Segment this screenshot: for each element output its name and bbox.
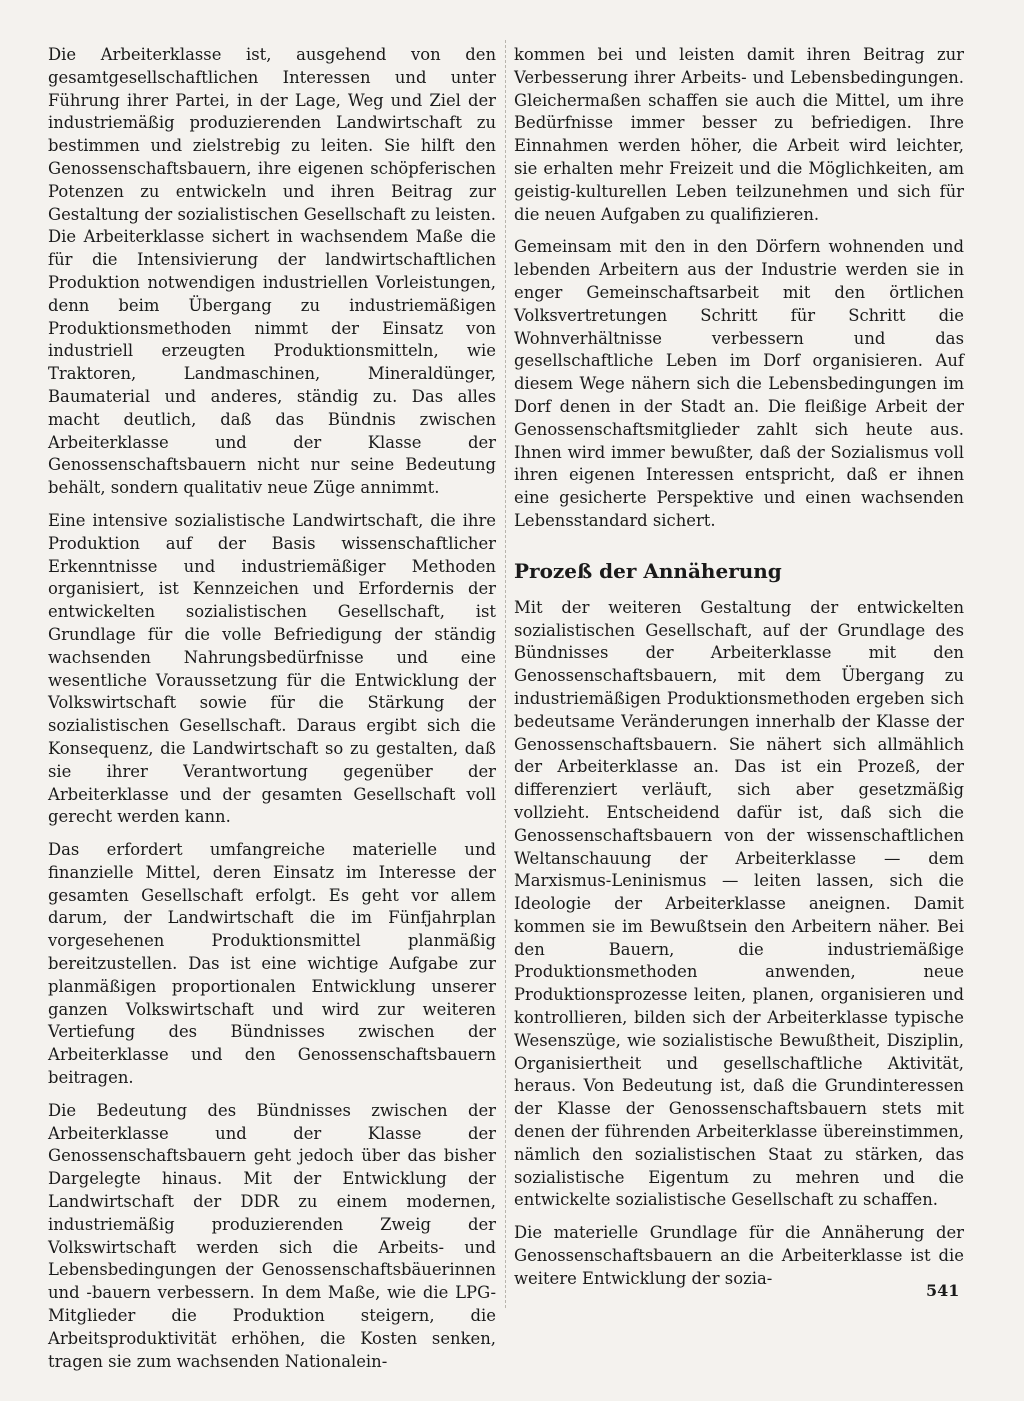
paragraph: Gemeinsam mit den in den Dörfern wohnenden und lebenden Arbeitern aus der Industrie werden sie in enger Gemeinschaftsarbeit mit den örtlichen Volksvertretungen Schritt für Schritt die Wohnverhältnisse verbessern und das gesellschaftliche Leben im Dorf organisieren. Auf diesem Wege nähern sich die Lebensbedingungen im Dorf denen in der Stadt an. Die fleißige Arbeit der Genossenschaftsmitglieder zahlt sich heute aus. Ihnen wird immer bewußter, daß der Sozialismus voll ihren eigenen Interessen entspricht, daß er ihnen eine gesicherte Perspektive und einen wachsenden Lebensstandard sichert. [514,237,964,530]
paragraph: Das erfordert umfangreiche materielle und finanzielle Mittel, deren Einsatz im Interesse der gesamten Gesellschaft erfolgt. Es geht vor allem darum, der Landwirtschaft die im Fünfjahrplan vorgesehenen Produktionsmittel planmäßig bereitzustellen. Das ist eine wichtige Aufgabe zur planmäßigen proportionalen Entwicklung unserer ganzen Volkswirtschaft und wird zur weiteren Vertiefung des Bündnisses zwischen der Arbeiterklasse und den Genossenschaftsbauern beitragen. [48,840,496,1088]
left-column [48,44,496,1383]
paragraph: Eine intensive sozialistische Landwirtschaft, die ihre Produktion auf der Basis wissenschaftlicher Erkenntnisse und industriemäßiger Methoden organisiert, ist Kennzeichen und Erfordernis der entwickelten sozialistischen Gesellschaft, ist Grundlage für die volle Befriedigung der ständig wachsenden Nahrungsbedürfnisse und eine wesentliche Voraussetzung für die Entwicklung der Volkswirtschaft sowie für die Stärkung der sozialistischen Gesellschaft. Daraus ergibt sich die Konsequenz, die Landwirtschaft so zu gestalten, daß sie ihrer Verantwortung gegenüber der Arbeiterklasse und der gesamten Gesellschaft voll gerecht werden kann. [48,510,496,827]
section-heading: Prozeß der Annäherung [514,558,782,583]
right-column [514,44,964,1301]
paragraph: Die materielle Grundlage für die Annäherung der Genossenschaftsbauern an die Arbeiterklasse ist die weitere Entwicklung der sozia- [514,1223,964,1288]
paragraph: Mit der weiteren Gestaltung der entwickelten sozialistischen Gesellschaft, auf der Grundlage des Bündnisses der Arbeiterklasse mit den Genossenschaftsbauern, mit dem Übergang zu industriemäßigen Produktionsmethoden ergeben sich bedeutsame Veränderungen innerhalb der Klasse der Genossenschaftsbauern. Sie nähert sich allmählich der Arbeiterklasse an. Das ist ein Prozeß, der differenziert verläuft, sich aber gesetzmäßig vollzieht. Entscheidend dafür ist, daß sich die Genossenschaftsbauern von der wissenschaftlichen Weltanschauung der Arbeiterklasse — dem Marxismus-Leninismus — leiten lassen, sich die Ideologie der Arbeiterklasse aneignen. Damit kommen sie im Bewußtsein den Arbeitern näher. Bei den Bauern, die industriemäßige Produktionsmethoden anwenden, neue Produktionsprozesse leiten, planen, organisieren und kontrollieren, bilden sich der Arbeiterklasse typische Wesenszüge, wie sozialistische Bewußtheit, Disziplin, Organisiertheit und gesellschaftliche Aktivität, heraus. Von Bedeutung ist, daß die Grundinteressen der Klasse der Genossenschaftsbauern stets mit denen der führenden Arbeiterklasse übereinstimmen, nämlich den sozialistischen Staat zu stärken, das sozialistische Eigentum zu mehren und die entwickelte sozialistische Gesellschaft zu schaffen. [514,597,964,1210]
paragraph: Die Bedeutung des Bündnisses zwischen der Arbeiterklasse und der Klasse der Genossenschaftsbauern geht jedoch über das bisher Dargelegte hinaus. Mit der Entwicklung der Landwirtschaft der DDR zu einem modernen, industriemäßig produzierenden Zweig der Volkswirtschaft werden sich die Arbeits- und Lebensbedingungen der Genossenschaftsbäuerinnen und -bauern verbessern. In dem Maße, wie die LPG-Mitglieder die Produktion steigern, die Arbeitsproduktivität erhöhen, die Kosten senken, tragen sie zum wachsenden Nationalein- [48,1100,496,1371]
page-number: 541 [926,1281,960,1300]
paragraph: Die Arbeiterklasse ist, ausgehend von den gesamtgesellschaftlichen Interessen und unter Führung ihrer Partei, in der Lage, Weg und Ziel der industriemäßig produzierenden Landwirtschaft zu bestimmen und zielstrebig zu leiten. Sie hilft den Genossenschaftsbauern, ihre eigenen schöpferischen Potenzen zu entwickeln und ihren Beitrag zur Gestaltung der sozialistischen Gesellschaft zu leisten. Die Arbeiterklasse sichert in wachsendem Maße die für die Intensivierung der landwirtschaftlichen Produktion notwendigen industriellen Vorleistungen, denn beim Übergang zu industriemäßigen Produktionsmethoden nimmt der Einsatz von industriell erzeugten Produktionsmitteln, wie Traktoren, Landmaschinen, Mineraldünger, Baumaterial und anderes, ständig zu. Das alles macht deutlich, daß das Bündnis zwischen Arbeiterklasse und der Klasse der Genossenschaftsbauern nicht nur seine Bedeutung behält, sondern qualitativ neue Züge annimmt. [48,45,496,498]
column-divider [505,40,506,1308]
paragraph: kommen bei und leisten damit ihren Beitrag zur Verbesserung ihrer Arbeits- und Lebensbedingungen. Gleichermaßen schaffen sie auch die Mittel, um ihre Bedürfnisse immer besser zu befriedigen. Ihre Einnahmen werden höher, die Arbeit wird leichter, sie erhalten mehr Freizeit und die Möglichkeiten, am geistig-kulturellen Leben teilzunehmen und sich für die neuen Aufgaben zu qualifizieren. [514,45,964,224]
